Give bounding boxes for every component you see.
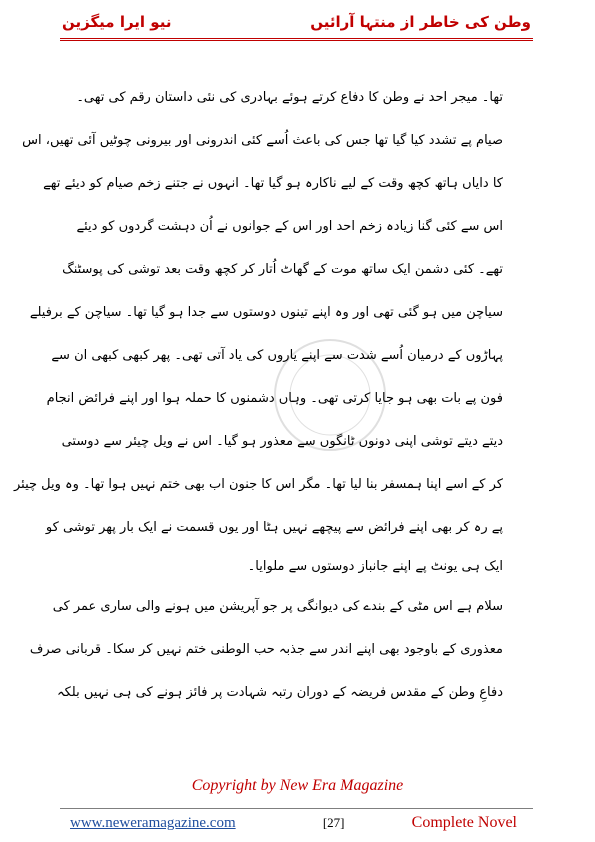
body-line: کر کے اسے اپنا ہمسفر بنا لیا تھا۔ مگر اس کا جنون اب بھی ختم نہیں ہوا تھا۔ وہ ویل چیئر: [13, 477, 503, 492]
body-line: سلام ہے اس مٹی کے بندے کی دیوانگی پر جو آپریشن میں ہونے والی ساری عمر کی: [52, 599, 503, 614]
body-line: معذوری کے باوجود بھی اپنے اندر سے جذبہ حب الوطنی ختم نہیں کر سکا۔ قربانی صرف: [29, 642, 503, 657]
body-line: سیاچن میں ہو گئی تھی اور وہ اپنے تینوں دوستوں سے جدا ہو گیا تھا۔ سیاچن کے برفیلے: [29, 305, 503, 320]
header-rule: [60, 38, 533, 41]
body-line: دیتے دیتے توشی اپنی دونوں ٹانگوں سے معذور ہو گیا۔ اس نے ویل چیئر سے دوستی: [61, 434, 503, 449]
body-line: دفاعِ وطن کے مقدس فریضہ کے دوران رتبہ شہادت پر فائز ہونے کی ہی نہیں بلکہ: [57, 685, 503, 700]
magazine-name: نیو ایرا میگزین: [62, 13, 172, 31]
body-line: پہاڑوں کے درمیان اُسے شدت سے اپنے یاروں کی یاد آتی تھی۔ پھر کبھی کبھی ان سے: [51, 348, 503, 363]
copyright-notice: Copyright by New Era Magazine: [191, 777, 404, 794]
body-line: تھے۔ کئی دشمن ایک ساتھ موت کے گھاٹ اُتار کر کچھ وقت بعد توشی کی پوسٹنگ: [62, 262, 503, 277]
novel-title: وطن کی خاطر از منتہا آرائیں: [310, 13, 531, 31]
body-line: اس سے کئی گنا زیادہ زخم احد اور اس کے جوانوں نے اُن دہشت گردوں کو دیئے: [76, 219, 503, 234]
website-link[interactable]: www.neweramagazine.com: [70, 814, 236, 831]
page-footer: [70, 812, 517, 834]
page-header: [62, 8, 531, 36]
body-line: پے رہ کر بھی اپنے فرائض سے پیچھے نہیں ہٹا اور یوں قسمت نے ایک بار پھر توشی کو: [45, 520, 503, 535]
body-line: ایک ہی یونٹ پے اپنے جانباز دوستوں سے ملوایا۔: [247, 559, 503, 574]
page-number: [27]: [322, 815, 345, 830]
body-line: صیام پے تشدد کیا گیا تھا جس کی باعث اُسے کئی اندرونی اور بیرونی چوٹیں آئی تھیں، اس: [22, 133, 503, 148]
novel-type-label: Complete Novel: [411, 814, 517, 831]
body-line: کا دایاں ہاتھ کچھ وقت کے لیے ناکارہ ہو گیا تھا۔ انہوں نے جتنے زخم صیام کو دیئے تھے: [43, 176, 503, 191]
body-line: فون پے بات بھی ہو جایا کرتی تھی۔ وہاں دشمنوں کا حملہ ہوا اور اپنے فرائض انجام: [46, 391, 503, 406]
novel-body: [13, 76, 503, 714]
footer-rule: [60, 808, 533, 809]
body-line: تھا۔ میجر احد نے وطن کا دفاع کرتے ہوئے بہادری کی نئی داستان رقم کی تھی۔: [76, 90, 503, 105]
